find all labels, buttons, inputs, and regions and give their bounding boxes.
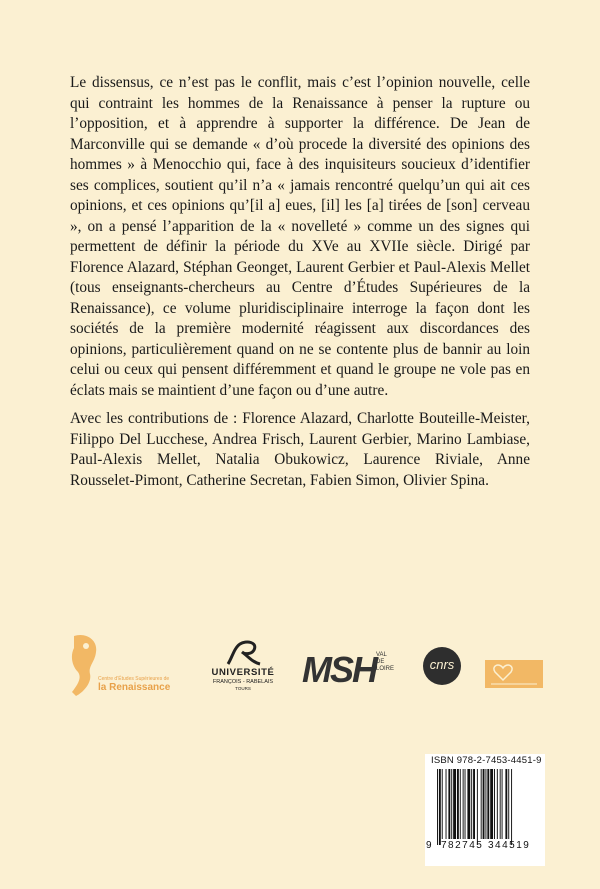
description-paragraph: Le dissensus, ce n’est pas le conflit, mais c’est l’opinion nouvelle, celle qui contraint les hommes de la Renaissance à penser la rupture ou l’opposition, et à apprendre à supporter la différence. De Jean de Marconville qui se demande « d’où procede la diversité des opinions des hommes » à Menocchio qui, face à des inquisiteurs soucieux d’identifier ses complices, soutient qu’il n’a « jamais rencontré quelqu’un qui ait ces opinions, et ces opinions qu’[il a] eues, [il] les [a] tirées de [son] cerveau », on a pensé l’apparition de la « novelleté » comme un des signes qui permettent de définir la période du XVe au XVIIe siècle. Dirigé par Florence Alazard, Stéphan Geonget, Laurent Gerbier et Paul-Alexis Mellet (tous enseignants-chercheurs au Centre d’Études Supérieures de la Renaissance), ce volume pluridisciplinaire interroge la façon dont les sociétés de la première modernité réagissent aux discordances des opinions, particulièrement quand on ne se contente plus de bannir au loin celui ou ceux qui pensent différemment et quand le groupe ne vole pas en éclats mais se maintient d’une façon ou d’une autre.: [70, 74, 530, 399]
barcode-bar: [453, 769, 456, 839]
msh-side-text: VAL DE LOIRE: [376, 652, 395, 672]
barcode-bar: [502, 769, 503, 839]
cnrs-logo-text: cnrs: [429, 657, 455, 672]
cesr-logo-text: Centre d’Études Supérieures de: [98, 676, 170, 682]
cesr-logo-title: la Renaissance: [98, 682, 171, 693]
universite-logo: [188, 640, 298, 700]
barcode: [435, 769, 539, 847]
rabelais-logo-text: FRANÇOIS - RABELAIS: [212, 679, 274, 685]
barcode-bar: [490, 769, 493, 839]
msh-logo: [302, 649, 395, 698]
cesr-head-icon: [68, 632, 102, 698]
barcode-bar: [439, 769, 441, 845]
cesr-logo: [68, 632, 171, 702]
barcode-bar: [485, 769, 486, 839]
isbn-barcode-block: [425, 754, 545, 866]
barcode-bar: [460, 769, 461, 839]
partner-logos: [60, 632, 550, 702]
cnrs-logo: [422, 646, 462, 686]
barcode-bar: [463, 769, 464, 839]
heart-icon: [485, 660, 543, 688]
contributors-paragraph: Avec les contributions de : Florence Alazard, Charlotte Bouteille-Meister, Filippo Del Lucchese, Andrea Frisch, Laurent Gerbier, Marino Lambiase, Paul-Alexis Mellet, Natalia Obukowicz, Laurence Riviale, Anne Rousselet-Pimont, Catherine Secretan, Fabien Simon, Olivier Spina.: [70, 410, 530, 489]
barcode-bar: [481, 769, 482, 839]
barcode-bar: [471, 769, 472, 839]
barcode-bar: [505, 769, 507, 839]
barcode-bar: [448, 769, 450, 839]
barcode-bar: [494, 769, 495, 839]
barcode-digits-right: 344519: [488, 840, 531, 851]
barcode-bar: [508, 769, 509, 839]
barcode-digit-first: 9: [426, 840, 432, 851]
barcode-bar: [487, 769, 489, 839]
rabelais-r-icon: [188, 640, 298, 666]
barcode-bar: [457, 769, 459, 839]
barcode-bar: [465, 769, 466, 839]
tours-logo-text: TOURS: [235, 686, 251, 691]
barcode-bar: [467, 769, 470, 839]
barcode-digits-left: 782745: [441, 840, 484, 851]
universite-logo-text: UNIVERSITÉ: [211, 667, 275, 678]
barcode-bar: [473, 769, 475, 839]
barcode-bar: [497, 769, 498, 839]
barcode-bar: [500, 769, 501, 839]
barcode-bar: [437, 769, 438, 845]
barcode-bar: [442, 769, 443, 839]
barcode-bar: [483, 769, 485, 839]
barcode-bar: [511, 769, 512, 845]
region-logo: [485, 660, 543, 688]
barcode-bar: [451, 769, 452, 839]
barcode-bar: [446, 769, 447, 839]
msh-logo-text: MSH: [302, 649, 376, 690]
barcode-bar: [477, 769, 478, 845]
isbn-label: ISBN 978-2-7453-4451-9: [431, 755, 542, 766]
